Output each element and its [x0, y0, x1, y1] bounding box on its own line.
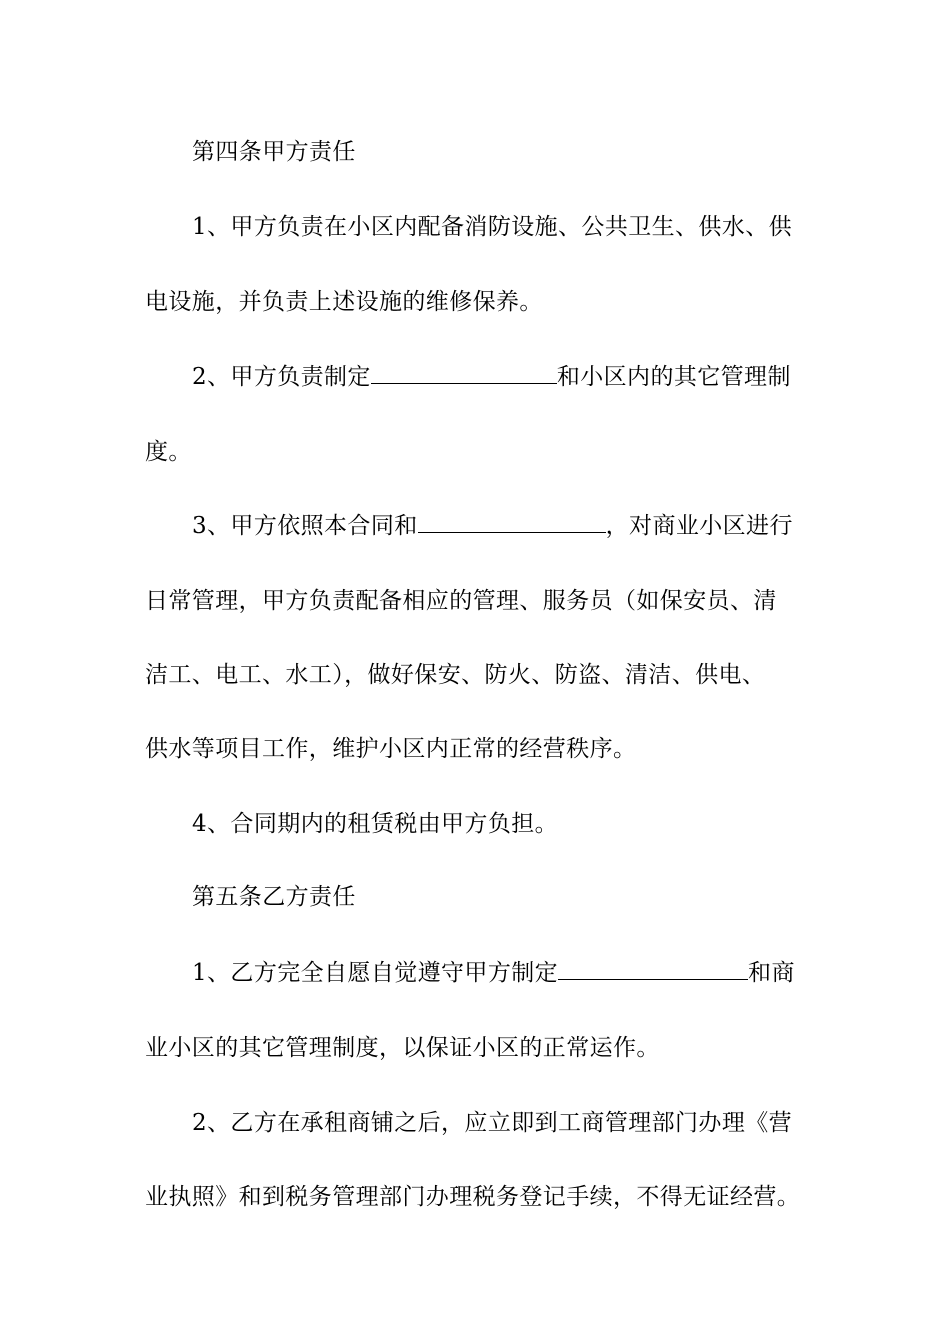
- article-4-item-1-line-2: 电设施，并负责上述设施的维修保养。: [145, 289, 543, 315]
- article-5-item-1-line-2: 业小区的其它管理制度，以保证小区的正常运作。: [145, 1035, 660, 1061]
- article-4-item-2-line-1: [192, 357, 815, 397]
- article-5-item-2-line-1: 2、乙方在承租商铺之后，应立即到工商管理部门办理《营: [192, 1110, 793, 1136]
- article-5-item-1-text-after-blank: 和商: [748, 960, 795, 986]
- article-4-item-3-line-4: 供水等项目工作，维护小区内正常的经营秩序。: [145, 736, 637, 762]
- fill-in-blank: [558, 959, 748, 980]
- article-5-item-1-text-before-blank: 1、乙方完全自愿自觉遵守甲方制定: [192, 960, 559, 986]
- article-4-item-1-line-1: 1、甲方负责在小区内配备消防设施、公共卫生、供水、供: [192, 214, 793, 240]
- article-4-item-2-text-before-blank: 2、甲方负责制定: [192, 364, 371, 390]
- article-4-item-3-line-2: 日常管理，甲方负责配备相应的管理、服务员（如保安员、清: [145, 588, 777, 614]
- article-4-item-2-line-2: 度。: [145, 439, 192, 465]
- article-4-heading: 第四条甲方责任: [192, 139, 356, 165]
- article-4-item-3-line-3: 洁工、电工、水工），做好保安、防火、防盗、清洁、供电、: [145, 662, 766, 688]
- article-5-item-1-line-1: [192, 953, 815, 993]
- fill-in-blank: [418, 512, 606, 533]
- article-4-item-3-text-after-blank: ，对商业小区进行: [605, 513, 793, 539]
- article-4-item-3-line-1: [192, 506, 815, 546]
- article-4-item-3-text-before-blank: 3、甲方依照本合同和: [192, 513, 418, 539]
- article-4-item-4: 4、合同期内的租赁税由甲方负担。: [192, 811, 559, 837]
- article-5-item-2-line-2: 业执照》和到税务管理部门办理税务登记手续，不得无证经营。: [145, 1184, 801, 1210]
- article-4-item-2-text-after-blank: 和小区内的其它管理制: [556, 364, 791, 390]
- article-5-heading: 第五条乙方责任: [192, 884, 356, 910]
- fill-in-blank: [371, 363, 557, 384]
